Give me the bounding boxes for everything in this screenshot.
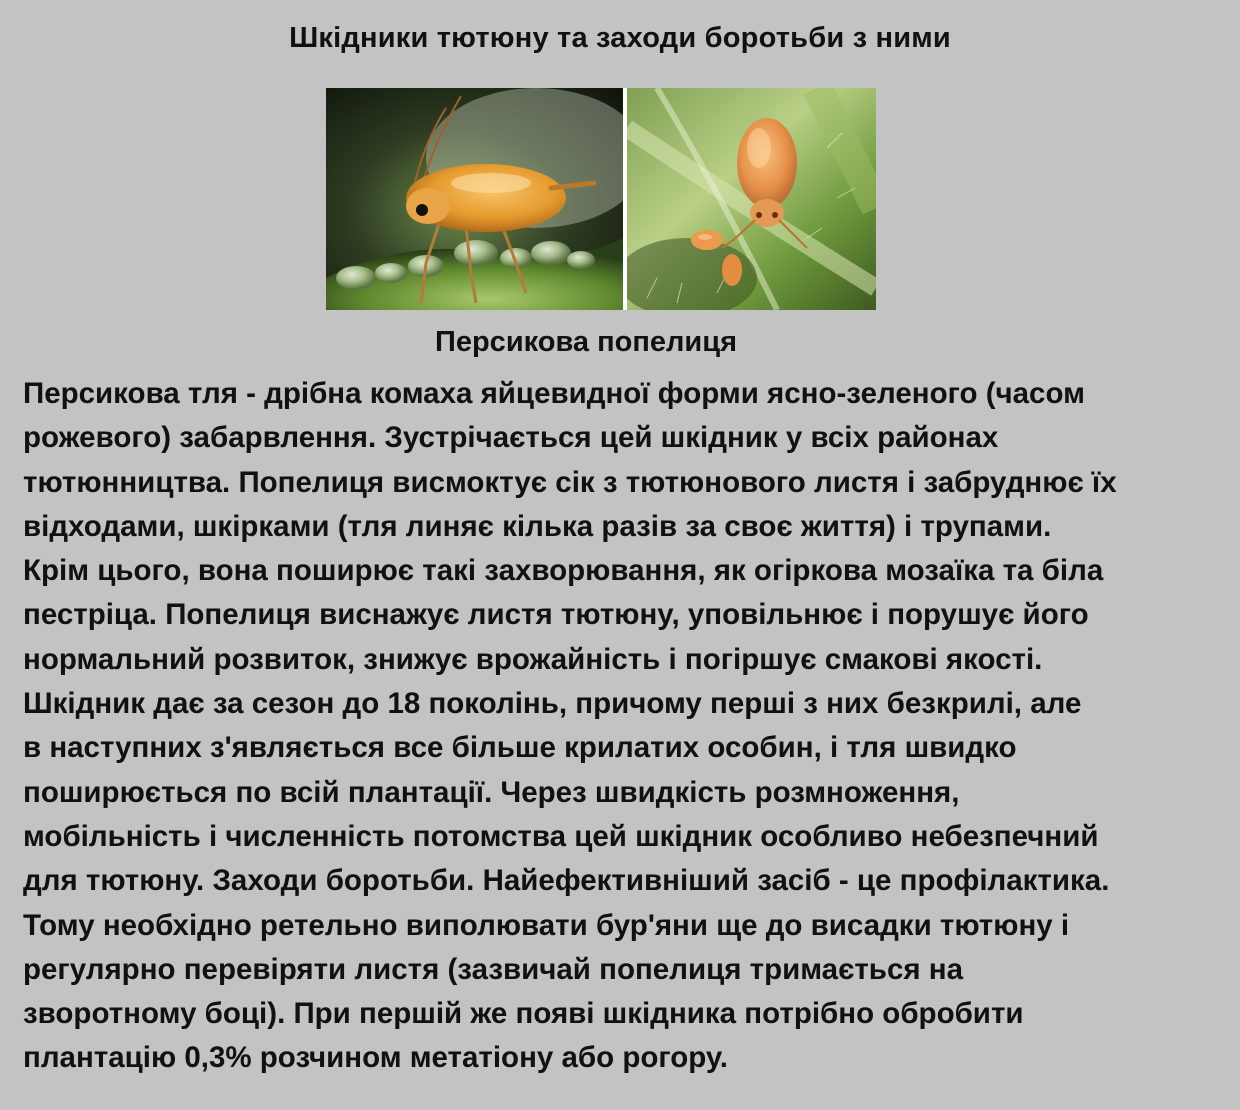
aphid-on-leaf-photo [627,88,876,310]
paragraph-line: пестріца. Попелиця виснажує листя тютюну, уповільнює і порушує його [23,598,1089,632]
paragraph-line: нормальний розвиток, знижує врожайність і погіршує смакові якості. [23,642,1043,676]
paragraph-line: поширюється по всій плантації. Через швидкість розмноження, [23,775,960,809]
photo-strip [326,88,876,310]
paragraph-line: мобільність і численність потомства цей шкідник особливо небезпечний [23,819,1099,853]
paragraph-line: плантацію 0,3% розчином метатіону або рогору. [23,1041,728,1075]
body-paragraph [23,372,1223,1081]
paragraph-line: Тому необхідно ретельно виполювати бур'яни ще до висадки тютюну і [23,908,1070,942]
paragraph-line: рожевого) забарвлення. Зустрічається цей шкідник у всіх районах [23,421,999,455]
paragraph-line: Крім цього, вона поширює такі захворювання, як огіркова мозаїка та біла [23,554,1104,588]
paragraph-line: відходами, шкірками (тля линяє кілька разів за своє життя) і трупами. [23,509,1052,543]
paragraph-line: в наступних з'являється все більше крилатих особин, і тля швидко [23,731,1017,765]
paragraph-line: зворотному боці). При першій же появі шкідника потрібно обробити [23,997,1024,1031]
paragraph-line: для тютюну. Заходи боротьби. Найефективніший засіб - це профілактика. [23,864,1110,898]
paragraph-line: Шкідник дає за сезон до 18 поколінь, причому перші з них безкрилі, але [23,687,1082,721]
paragraph-line: тютюнництва. Попелиця висмоктує сік з тютюнового листя і забруднює їх [23,465,1117,499]
section-heading: Персикова попелиця [435,326,737,358]
paragraph-line: Персикова тля - дрібна комаха яйцевидної форми ясно-зеленого (часом [23,377,1085,410]
page-title: Шкідники тютюну та заходи боротьби з ними [289,22,951,54]
aphid-side-view-photo [326,88,623,310]
paragraph-line: регулярно перевіряти листя (зазвичай попелиця тримається на [23,952,963,986]
